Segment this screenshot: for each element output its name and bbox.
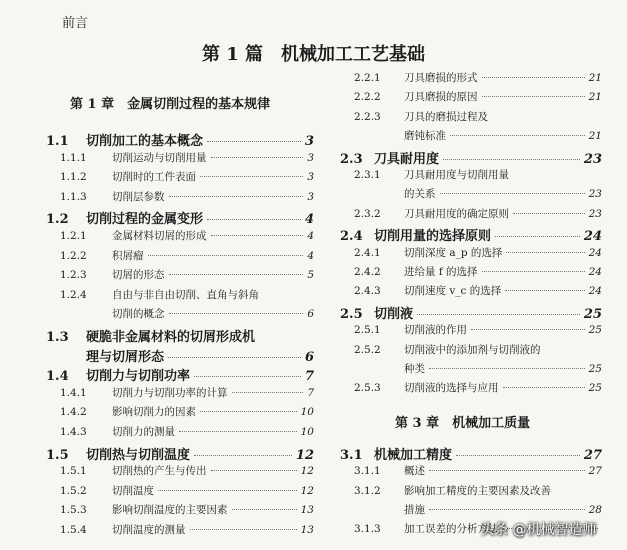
toc-continuation [404, 502, 602, 517]
leader-dots [503, 387, 585, 388]
entry-number: 2.2.3 [354, 110, 381, 123]
page-number: 25 [588, 382, 602, 395]
leader-dots [169, 274, 304, 275]
entry-title: 金属材料切屑的形成 [112, 230, 207, 242]
leader-dots [482, 271, 585, 272]
entry-title: 切削液 [374, 306, 414, 322]
page-number: 13 [300, 504, 314, 517]
entry-title: 影响切削温度的主要因素 [112, 504, 228, 517]
entry-number: 1.2.1 [60, 230, 87, 242]
page-number: 3 [307, 151, 314, 164]
leader-dots [211, 235, 304, 236]
page-number: 12 [295, 447, 314, 463]
entry-number: 1.4.2 [60, 406, 87, 419]
leader-dots [429, 368, 585, 369]
leader-dots [148, 255, 304, 256]
leader-dots [513, 213, 585, 214]
toc-subsection [46, 169, 314, 184]
toc-subsection [340, 264, 602, 279]
leader-dots [450, 135, 585, 136]
leader-dots [168, 357, 301, 358]
toc-subsection [340, 342, 602, 357]
toc-subsection [46, 522, 314, 537]
toc-subsection [46, 150, 314, 165]
entry-number: 3.1 [340, 447, 363, 463]
toc-section [340, 303, 602, 322]
toc-subsection [46, 502, 314, 517]
leader-dots [211, 470, 297, 471]
entry-title: 切削层参数 [112, 190, 165, 203]
entry-title: 切屑的形态 [112, 269, 165, 282]
toc-subsection [46, 483, 314, 498]
leader-dots [440, 193, 585, 194]
entry-title: 切削液的作用 [404, 324, 467, 337]
entry-number: 2.3.2 [354, 207, 381, 220]
toc-section [46, 326, 314, 345]
entry-number: 2.4.1 [354, 246, 381, 259]
toc-subsection [46, 424, 314, 439]
leader-dots [443, 159, 580, 160]
leader-dots [207, 219, 301, 220]
page-number: 13 [300, 524, 314, 536]
entry-title: 切削用量的选择原则 [374, 229, 492, 245]
leader-dots [200, 411, 297, 412]
leader-dots [429, 509, 585, 510]
leader-dots [158, 490, 297, 491]
entry-title: 刀具耐用度 [374, 151, 440, 167]
leader-dots [495, 236, 580, 237]
entry-number: 1.1.2 [60, 171, 87, 184]
page-number: 27 [583, 447, 602, 463]
entry-number: 1.5.3 [60, 504, 87, 517]
toc-continuation [86, 346, 314, 365]
entry-title: 进给量 f 的选择 [404, 266, 478, 278]
entry-number: 2.5.3 [354, 382, 381, 395]
leader-dots [232, 509, 297, 510]
entry-title: 影响切削力的因素 [112, 406, 196, 419]
page-number: 3 [307, 171, 314, 184]
page-number: 10 [300, 406, 314, 419]
entry-title: 积屑瘤 [112, 249, 144, 262]
page-number: 3 [307, 190, 314, 203]
entry-number: 2.4.2 [354, 266, 381, 278]
entry-number: 2.5.2 [354, 343, 381, 356]
entry-number: 1.2 [46, 212, 69, 228]
leader-dots [417, 314, 580, 315]
watermark: 头条 @机械智造师 [480, 522, 597, 538]
page-number: 25 [588, 324, 602, 337]
entry-title: 概述 [404, 465, 425, 478]
entry-number: 1.2.4 [60, 288, 87, 301]
toc-section [46, 365, 314, 384]
page-number: 23 [588, 188, 602, 201]
page-number: 3 [304, 134, 314, 149]
page-header: 前言 [62, 16, 89, 31]
page-number: 23 [583, 151, 602, 167]
page-number: 6 [307, 308, 314, 321]
chapter-heading: 第 1 章 金属切削过程的基本规律 [70, 97, 271, 112]
leader-dots [207, 141, 301, 142]
leader-dots [471, 329, 585, 330]
page-number: 4 [307, 230, 314, 242]
leader-dots [482, 96, 585, 97]
leader-dots [211, 157, 304, 158]
entry-title: 刀具磨损的形式 [404, 72, 478, 84]
entry-number: 1.5 [46, 447, 69, 463]
toc-subsection [46, 385, 314, 400]
leader-dots [482, 77, 585, 78]
toc-section [340, 225, 602, 244]
page-number: 25 [588, 363, 602, 375]
entry-title: 切削温度的测量 [112, 524, 186, 536]
toc-subsection [340, 463, 602, 478]
leader-dots [232, 392, 304, 393]
toc-section [340, 148, 602, 167]
page-number: 24 [588, 246, 602, 259]
leader-dots [179, 431, 297, 432]
entry-number: 1.4.1 [60, 386, 87, 399]
entry-number: 1.5.4 [60, 524, 87, 536]
entry-number: 2.2.1 [354, 72, 381, 84]
entry-number: 1.1.1 [60, 151, 87, 164]
entry-number: 2.3.1 [354, 169, 381, 181]
page-number: 7 [304, 369, 314, 385]
toc-subsection [340, 70, 602, 85]
page-number: 6 [304, 349, 314, 365]
entry-number: 1.4.3 [60, 426, 87, 438]
entry-number: 2.5.1 [354, 324, 381, 337]
entry-number: 3.1.2 [354, 484, 381, 497]
toc-subsection [340, 206, 602, 221]
entry-title: 加工误差的分析方法 [404, 523, 499, 536]
entry-title: 切削运动与切削用量 [112, 151, 207, 164]
toc-section [340, 444, 602, 463]
toc-subsection [340, 245, 602, 260]
entry-title: 切削液的选择与应用 [404, 382, 499, 395]
leader-dots [190, 529, 297, 530]
entry-title: 影响加工精度的主要因素及改善 [404, 484, 551, 497]
entry-number: 2.5 [340, 306, 363, 322]
entry-number: 1.4 [46, 369, 69, 385]
entry-title-continued: 磨钝标准 [404, 130, 446, 143]
entry-number: 1.5.2 [60, 484, 87, 497]
toc-subsection [340, 322, 602, 337]
toc-continuation [404, 128, 602, 143]
page-number: 7 [307, 386, 314, 399]
page-number: 24 [588, 285, 602, 298]
entry-title-continued: 措施 [404, 504, 425, 516]
entry-title: 切削热的产生与传出 [112, 465, 207, 478]
entry-number: 2.4 [340, 229, 363, 245]
entry-title: 刀具耐用度的确定原则 [404, 207, 509, 220]
entry-title: 刀具耐用度与切削用量 [404, 169, 509, 181]
toc-subsection [340, 109, 602, 124]
entry-title: 刀具的磨损过程及 [404, 110, 488, 123]
entry-title: 切削速度 v_c 的选择 [404, 285, 502, 298]
toc-subsection [340, 380, 602, 395]
page-number: 21 [588, 91, 602, 104]
page-number: 24 [583, 229, 602, 245]
entry-number: 2.2.2 [354, 91, 381, 104]
page-number: 4 [304, 212, 314, 228]
entry-title: 切削热与切削温度 [86, 447, 191, 463]
entry-title: 刀具磨损的原因 [404, 91, 478, 104]
entry-title: 自由与非自由切削、直角与斜角 [112, 288, 259, 301]
chapter-heading: 第 3 章 机械加工质量 [395, 415, 531, 431]
entry-title-continued: 种类 [404, 363, 425, 375]
toc-subsection [46, 287, 314, 302]
page-number: 12 [300, 465, 314, 478]
leader-dots [194, 376, 301, 377]
entry-number: 2.4.3 [354, 285, 381, 298]
toc-subsection [46, 248, 314, 263]
leader-dots [200, 176, 303, 177]
leader-dots [194, 455, 292, 456]
toc-continuation [404, 361, 602, 376]
entry-title: 硬脆非金属材料的切屑形成机 [86, 330, 256, 345]
entry-title: 机械加工精度 [374, 447, 453, 463]
entry-title: 切削时的工件表面 [112, 171, 196, 184]
leader-dots [169, 196, 304, 197]
part-title: 第 1 篇 机械加工工艺基础 [201, 44, 426, 65]
entry-title: 切削温度 [112, 484, 154, 497]
toc-subsection [46, 463, 314, 478]
entry-title: 切削加工的基本概念 [86, 134, 204, 149]
toc-section [46, 444, 314, 463]
page-number: 25 [583, 306, 602, 322]
toc-section [46, 208, 314, 227]
toc-subsection [340, 483, 602, 498]
page-number: 21 [588, 72, 602, 84]
entry-title-continued: 理与切屑形态 [86, 349, 165, 365]
entry-title-continued: 的关系 [404, 188, 436, 201]
toc-subsection [340, 283, 602, 298]
page-number: 4 [307, 249, 314, 262]
page-number: 27 [588, 465, 602, 478]
leader-dots [506, 252, 584, 253]
entry-number: 1.1 [46, 134, 69, 149]
toc-continuation [112, 306, 314, 321]
entry-title: 切削液中的添加剂与切削液的 [404, 343, 541, 356]
page-number: 21 [588, 130, 602, 143]
page-number: 23 [588, 207, 602, 220]
page-number: 12 [300, 484, 314, 497]
entry-number: 3.1.3 [354, 523, 381, 536]
entry-number: 1.5.1 [60, 465, 87, 478]
leader-dots [456, 455, 580, 456]
toc-section [46, 130, 314, 149]
entry-number: 2.3 [340, 151, 363, 167]
toc-subsection [340, 89, 602, 104]
entry-number: 3.1.1 [354, 465, 381, 478]
page-number: 5 [307, 269, 314, 282]
entry-number: 1.1.3 [60, 190, 87, 203]
toc-subsection [46, 189, 314, 204]
entry-number: 1.2.3 [60, 269, 87, 282]
leader-dots [429, 470, 585, 471]
entry-number: 1.3 [46, 330, 69, 345]
toc-subsection [46, 228, 314, 243]
entry-number: 1.2.2 [60, 249, 87, 262]
entry-title-continued: 切削的概念 [112, 308, 165, 321]
page-number: 24 [588, 266, 602, 278]
toc-subsection [46, 404, 314, 419]
page-number: 10 [300, 426, 314, 438]
toc-subsection [340, 167, 602, 182]
entry-title: 切削力的测量 [112, 426, 175, 438]
entry-title: 切削过程的金属变形 [86, 212, 204, 228]
toc-subsection [46, 267, 314, 282]
entry-title: 切削深度 a_p 的选择 [404, 246, 503, 259]
page-number: 28 [588, 504, 602, 516]
toc-continuation [404, 186, 602, 201]
leader-dots [169, 313, 304, 314]
leader-dots [505, 290, 584, 291]
entry-title: 切削力与切削功率 [86, 369, 191, 385]
entry-title: 切削力与切削功率的计算 [112, 386, 228, 399]
